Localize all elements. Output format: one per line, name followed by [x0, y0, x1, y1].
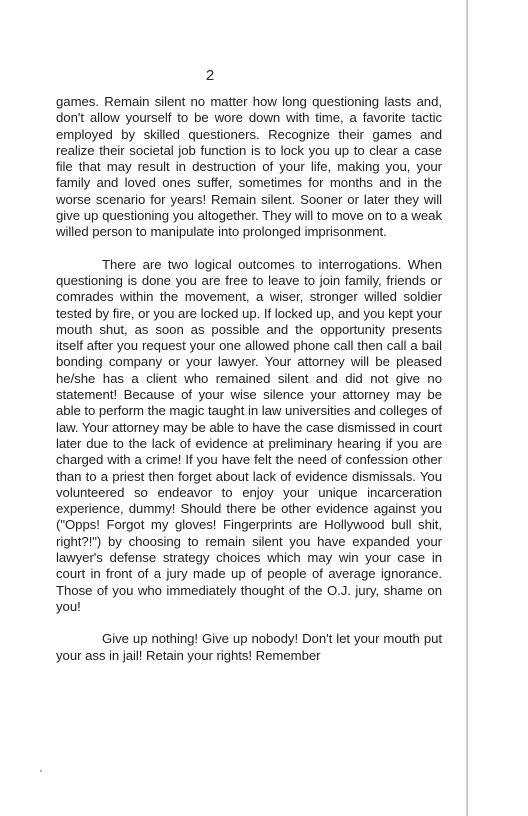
- scan-speck: [40, 770, 42, 772]
- paragraph-2: There are two logical outcomes to interrogations. When questioning is done you are free to leave to join family, friends or comrades within the movement, a wiser, stronger willed soldier tested by fire, or you are locked up. If locked up, and you kept your mouth shut, as soon as possible and the opportunity presents itself after you request your one allowed phone call then call a bail bonding company or your lawyer. Your attorney will be pleased he/she has a client who remained silent and did not give no statement! Because of your wise silence your attorney may be able to perform the magic taught in law universities and colleges of law. Your attorney may be able to have the case dismissed in court later due to the lack of evidence at preliminary hearing if you are charged with a crime! If you have felt the need of confession other than to a priest then forget about lack of evidence dismissals. You volunteered so endeavor to enjoy your unique incarceration experience, dummy! Should there be other evidence against you ("Opps! Forgot my gloves! Fingerprints are Hollywood bull shit, right?!") by choosing to remain silent you have expanded your lawyer's defense strategy choices which may win your case in court in front of a jury made up of people of average ignorance. Those of you who immediately thought of the O.J. jury, shame on you!: [56, 256, 442, 614]
- page-edge-divider: [466, 0, 468, 816]
- paragraph-1: games. Remain silent no matter how long questioning lasts and, don't allow yourself to be wore down with time, a favorite tactic employed by skilled questioners. Recognize their games and realize their societal job function is to lock you up to clear a case file that may result in destruction of your life, making you, your family and loved ones suffer, sometimes for months and in the worse scenario for years! Remain silent. Sooner or later they will give up questioning you altogether. They will to move on to a weak willed person to manipulate into prolonged imprisonment.: [56, 94, 442, 240]
- page-number: 2: [205, 67, 215, 84]
- body-text: [56, 94, 442, 680]
- paragraph-3: Give up nothing! Give up nobody! Don't let your mouth put your ass in jail! Retain your rights! Remember: [56, 631, 442, 663]
